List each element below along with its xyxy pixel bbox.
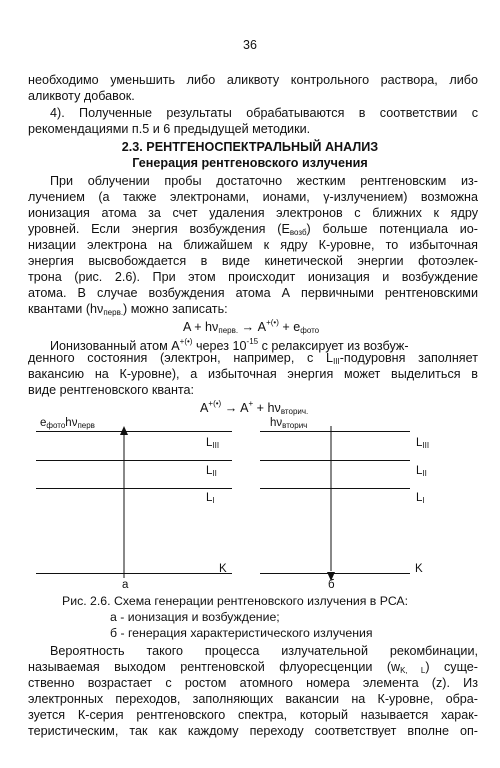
- text-line: электронных переходов, заполняющих вакансии на К-уровне, обра-: [28, 692, 478, 706]
- eq-part: + e: [278, 320, 301, 334]
- level-label-left-L3: [206, 437, 219, 450]
- level-label-left-L2: [206, 465, 217, 478]
- text-line: энергия высвобождается в виде кинетической энергии фотоэлек-: [28, 254, 478, 268]
- subscript: II: [212, 469, 217, 478]
- subscript: II: [422, 469, 427, 478]
- text-fragment: -подуровня заполняет: [339, 351, 478, 365]
- subscript: фото: [300, 326, 320, 335]
- subscript: K, L: [400, 666, 426, 675]
- diagram-label-right-top: [270, 417, 307, 430]
- left-vertical-arrow: [118, 426, 130, 581]
- subscript: перв.: [218, 326, 239, 335]
- text-line: лучением (а также электронами, ионами, γ-излучением) возможна: [28, 190, 478, 204]
- level-line-right-K: [260, 573, 410, 574]
- superscript: +(•): [179, 337, 193, 346]
- label-part: e: [40, 417, 47, 429]
- text-line: ионизация атома за счет удаления электронов с ближних к ядру: [28, 206, 478, 220]
- eq-part: A: [200, 401, 209, 415]
- level-line-left-K: [36, 573, 232, 574]
- level-line-right-L1: [260, 488, 410, 489]
- level-line-left-L2: [36, 460, 232, 461]
- subscript: I: [422, 496, 425, 505]
- text-fragment: ) больше потенциала ио-: [306, 222, 478, 236]
- text-line: ственно возрастает с ростом атомного номера элемента (z). Из: [28, 676, 478, 690]
- text-line: вакансию на К-уровне), а избыточная энергия может выделиться в: [28, 367, 478, 381]
- eq-part: → A: [238, 320, 267, 334]
- level-label-right-L2: [416, 465, 427, 478]
- page-number: 36: [243, 38, 257, 52]
- label-part: L: [416, 465, 423, 477]
- figure-caption-a: а - ионизация и возбуждение;: [110, 610, 280, 624]
- subscript: перв.: [103, 308, 124, 317]
- right-vertical-arrow: [325, 426, 337, 581]
- subscript: вторич: [282, 421, 308, 430]
- superscript: +(•): [208, 399, 222, 408]
- level-line-left-L3: [36, 431, 232, 432]
- text-line: 4). Полученные результаты обрабатываются в соответствии с: [50, 106, 478, 120]
- text-fragment: через 10: [192, 339, 247, 353]
- text-line: трона (рис. 2.6). При этом происходит ионизация и возбуждение: [28, 270, 478, 284]
- text-line: низации электрона на ближайшем к ядру К-уровне, то избыточная: [28, 238, 478, 252]
- label-part: L: [206, 492, 213, 504]
- label-part: L: [206, 437, 213, 449]
- text-fragment: называемая выходом рентгеновской флуоресценции (w: [28, 660, 401, 674]
- level-line-right-L2: [260, 460, 410, 461]
- subscript: I: [212, 496, 215, 505]
- text-fragment: с релаксирует из возбуж-: [258, 339, 409, 353]
- text-line: рекомендациями п.5 и 6 предыдущей методики.: [28, 122, 311, 136]
- level-line-left-L1: [36, 488, 232, 489]
- level-line-right-L3: [260, 431, 410, 432]
- level-label-right-L1: [416, 492, 425, 505]
- superscript: +(•): [266, 318, 279, 327]
- diagram-label-left-top: [40, 417, 95, 430]
- text-line: При облучении пробы достаточно жестким рентгеновским из-: [50, 174, 478, 188]
- text-fragment: денного состояния (электрон, например, с L: [28, 351, 334, 365]
- subscript: III: [422, 441, 430, 450]
- eq-part: + hν: [253, 401, 281, 415]
- subscript: фото: [46, 421, 66, 430]
- label-part: hν: [65, 417, 78, 429]
- label-part: hν: [270, 417, 283, 429]
- text-line: Вероятность такого процесса излучательной рекомбинации,: [50, 644, 478, 658]
- text-fragment: ) суще-: [425, 660, 478, 674]
- subscript: перв: [77, 421, 95, 430]
- text-line: атома. В случае возбуждения атома А первичными рентгеновскими: [28, 286, 478, 300]
- text-fragment: ) можно записать:: [123, 302, 228, 316]
- text-fragment: Ионизованный атом А: [50, 339, 180, 353]
- eq-part: A + hν: [183, 320, 219, 334]
- subscript: III: [212, 441, 220, 450]
- level-label-left-K: K: [219, 563, 227, 575]
- level-label-right-L3: [416, 437, 429, 450]
- subscript: возб: [289, 228, 307, 237]
- level-label-right-K: K: [415, 563, 423, 575]
- text-line: теристическим, так как каждому переходу соответствует вполне оп-: [28, 724, 478, 738]
- superscript: -15: [246, 337, 259, 346]
- text-fragment: квантами (hν: [28, 302, 104, 316]
- superscript: +: [248, 399, 254, 408]
- eq-part: → A: [221, 401, 249, 415]
- label-part: L: [206, 465, 213, 477]
- text-line: зуется К-серия рентгеновского спектра, который называется харак-: [28, 708, 478, 722]
- section-heading: 2.3. РЕНТГЕНОСПЕКТРАЛЬНЫЙ АНАЛИЗ: [121, 140, 379, 154]
- text-line: аликвоту добавок.: [28, 89, 135, 103]
- label-part: L: [416, 437, 423, 449]
- text-line: виде рентгеновского кванта:: [28, 383, 195, 397]
- text-fragment: уровней. Если энергия возбуждения (Е: [28, 222, 290, 236]
- subsection-heading: Генерация рентгеновского излучения: [132, 156, 368, 170]
- subscript: вторич.: [280, 407, 309, 416]
- figure-caption-b: б - генерация характеристического излучения: [110, 626, 373, 640]
- subscript: III: [333, 357, 340, 366]
- text-line: необходимо уменьшить либо аликвоту контрольного раствора, либо: [28, 73, 478, 87]
- panel-label-a: а: [122, 579, 129, 591]
- figure-caption-title: Рис. 2.6. Схема генерации рентгеновского излучения в РСА:: [62, 594, 409, 608]
- panel-label-b: б: [328, 579, 335, 591]
- label-part: L: [416, 492, 423, 504]
- level-label-left-L1: [206, 492, 215, 505]
